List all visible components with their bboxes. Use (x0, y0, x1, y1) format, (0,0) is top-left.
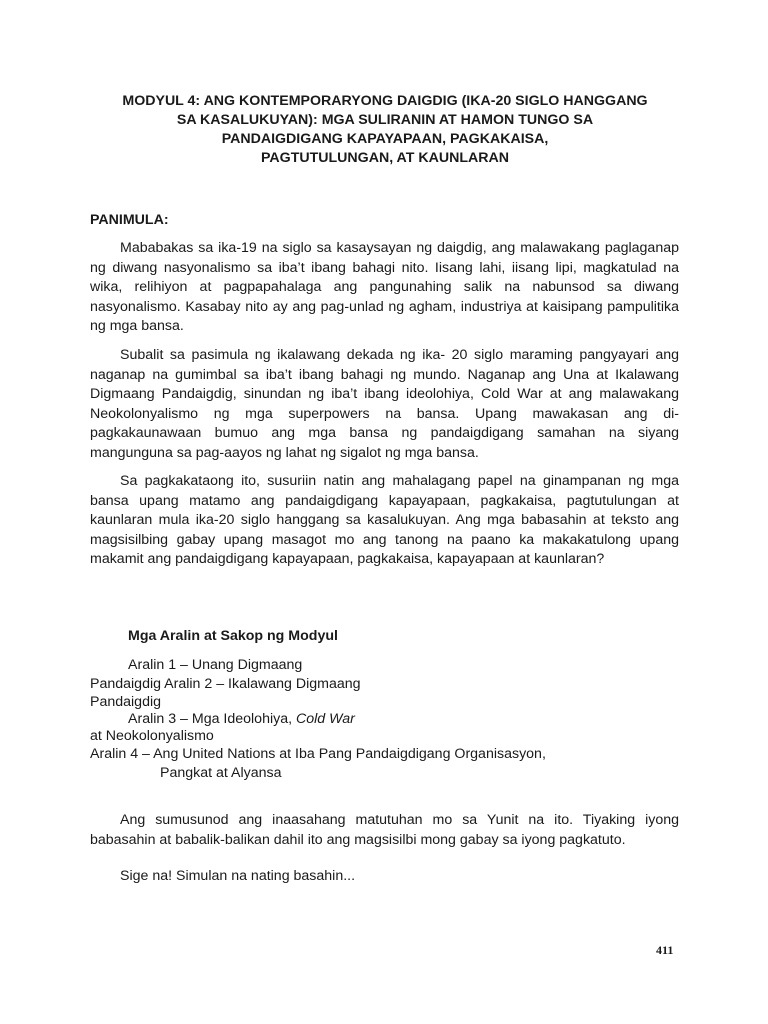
aralin-line-4 (128, 711, 355, 727)
panimula-heading: PANIMULA: (90, 212, 169, 228)
aralin-line-5: at Neokolonyalismo (90, 728, 214, 744)
page-number: 411 (656, 943, 674, 957)
aralin-line-3: Pandaigdig (90, 694, 161, 710)
aralin-heading: Mga Aralin at Sakop ng Modyul (128, 628, 338, 644)
paragraph-5: Sige na! Simulan na nating basahin... (120, 868, 356, 884)
module-title (90, 92, 680, 168)
cold-war-italic: Cold War (296, 711, 355, 727)
title-line-1: MODYUL 4: ANG KONTEMPORARYONG DAIGDIG (IKA-20 SIGLO HANGGANG (122, 93, 648, 109)
paragraph-1: Mababakas sa ika-19 na siglo sa kasaysayan ng daigdig, ang malawakang paglaganap ng diwang nasyonalismo sa iba’t ibang bahagi nito. Iisang lahi, iisang lipi, magkatulad na wika, relihiyon at pagpapahalaga ang pangunahing salik na nabunsod sa diwang nasyonalismo. Kasabay nito ay ang pag-unlad ng agham, industriya at kaisipang pampulitika ng mga bansa. (90, 240, 679, 334)
aralin-line-2: Pandaigdig Aralin 2 – Ikalawang Digmaang (90, 676, 361, 692)
paragraph-3: Sa pagkakataong ito, susuriin natin ang mahalagang papel na ginampanan ng mga bansa upang matamo ang pandaigdigang kapayapaan, pagkakaisa, pagtutulungan at kaunlaran mula ika-20 siglo hanggang sa kasalukuyan. Ang mga babasahin at teksto ang magsisilbing gabay upang masagot mo ang tanong na paano ka makakatulong upang makamit ang pandaigdigang kapayapaan, pagkakaisa, kapayapaan at kaunlaran? (90, 473, 679, 567)
aralin-line-4-text: Aralin 3 – Mga Ideolohiya, (128, 711, 296, 727)
paragraph-2: Subalit sa pasimula ng ikalawang dekada ng ika- 20 siglo maraming pangyayari ang naganap na gumimbal sa iba’t ibang bahagi ng mundo. Naganap ang Una at Ikalawang Digmaang Pandaigdig, sinundan ng iba’t ibang ideolohiya, Cold War at ang malawakang Neokolonyalismo ng mga superpowers na bansa. Upang mawakasan ang di- pagkakaunawaan bumuo ang mga bansa ng pandaigdigang samahan na siyang mangunguna sa pag-aayos ng lahat ng sigalot ng mga bansa. (90, 347, 679, 461)
aralin-line-7: Pangkat at Alyansa (160, 765, 282, 781)
title-line-2: SA KASALUKUYAN): MGA SULIRANIN AT HAMON TUNGO SA (176, 112, 594, 128)
paragraph-4: Ang sumusunod ang inaasahang matutuhan mo sa Yunit na ito. Tiyaking iyong babasahin at babalik-balikan dahil ito ang magsisilbi mong gabay sa iyong pagkatuto. (90, 812, 679, 848)
aralin-line-1: Aralin 1 – Unang Digmaang (128, 657, 303, 673)
title-line-4: PAGTUTULUNGAN, AT KAUNLARAN (261, 150, 509, 166)
title-line-3: PANDAIGDIGANG KAPAYAPAAN, PAGKAKAISA, (221, 131, 549, 147)
aralin-line-6: Aralin 4 – Ang United Nations at Iba Pang Pandaigdigang Organisasyon, (90, 746, 546, 762)
